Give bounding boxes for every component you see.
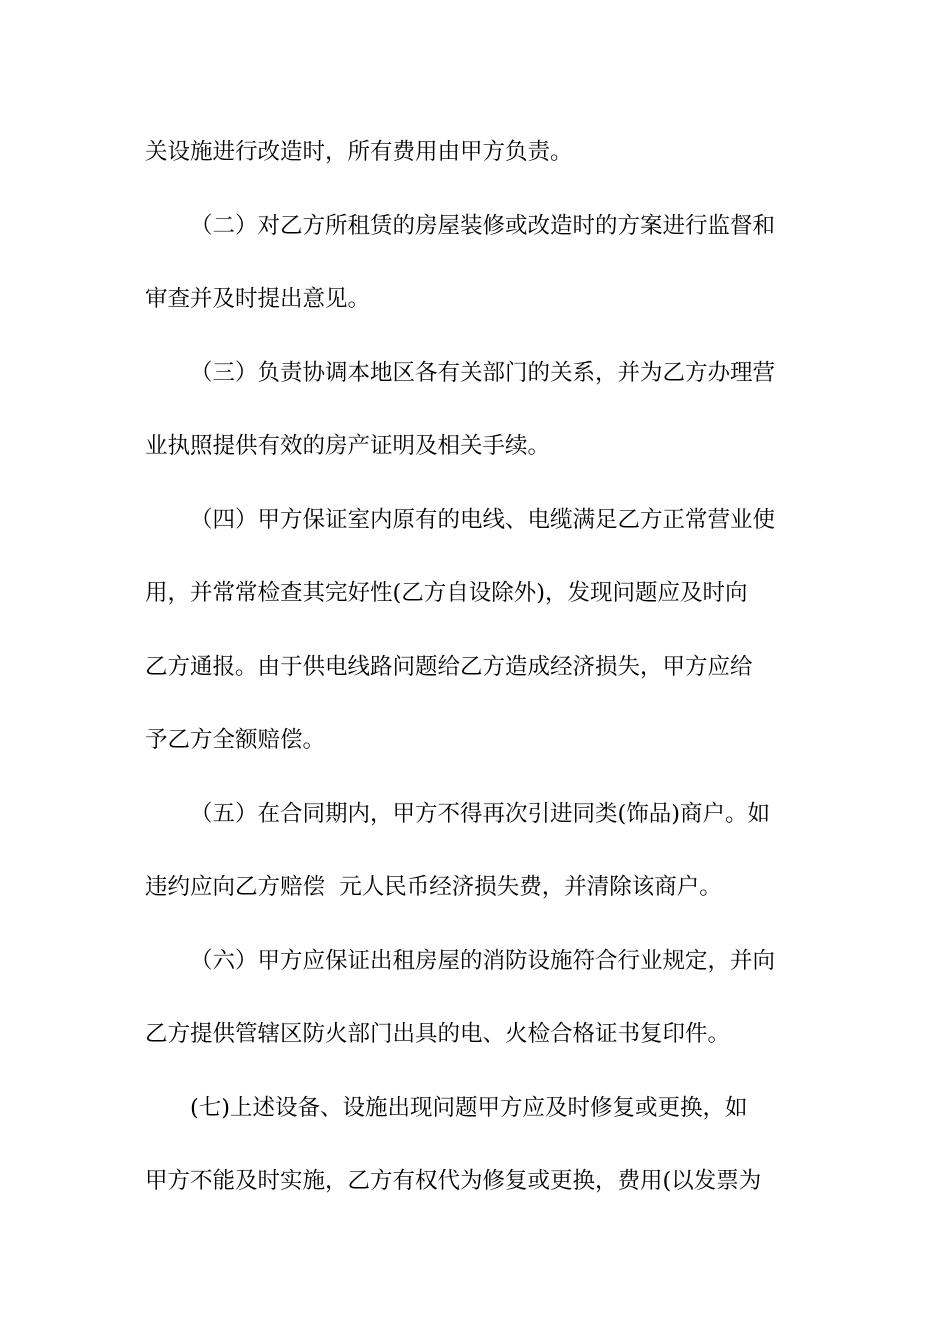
paragraph-first-line: （六）甲方应保证出租房屋的消防设施符合行业规定，并向 — [190, 947, 776, 974]
paragraph-first-line: （四）甲方保证室内原有的电线、电缆满足乙方正常营业使 — [190, 506, 776, 533]
text-line: 予乙方全额赔偿。 — [145, 727, 326, 753]
text-line: 乙方通报。由于供电线路问题给乙方造成经济损失，甲方应给 — [145, 653, 753, 680]
text-line: 关设施进行改造时，所有费用由甲方负责。 — [145, 139, 573, 165]
text-line: 甲方不能及时实施，乙方有权代为修复或更换，费用(以发票为 — [145, 1168, 762, 1194]
document-body — [145, 127, 810, 1230]
paragraph-first-line: （三）负责协调本地区各有关部门的关系，并为乙方办理营 — [190, 359, 776, 386]
text-line: 业执照提供有效的房产证明及相关手续。 — [145, 433, 551, 459]
text-line: 用，并常常检查其完好性(乙方自设除外)，发现问题应及时向 — [145, 580, 748, 606]
paragraph-first-line: (七)上述设备、设施出现问题甲方应及时修复或更换，如 — [190, 1094, 748, 1121]
text-line: 审查并及时提出意见。 — [145, 286, 371, 312]
text-line: 乙方提供管辖区防火部门出具的电、火检合格证书复印件。 — [145, 1021, 731, 1047]
paragraph-first-line: （二）对乙方所租赁的房屋装修或改造时的方案进行监督和 — [190, 212, 776, 239]
paragraph-first-line: （五）在合同期内，甲方不得再次引进同类(饰品)商户。如 — [190, 800, 771, 827]
text-line: 违约应向乙方赔偿 元人民币经济损失费，并清除该商户。 — [145, 874, 722, 900]
